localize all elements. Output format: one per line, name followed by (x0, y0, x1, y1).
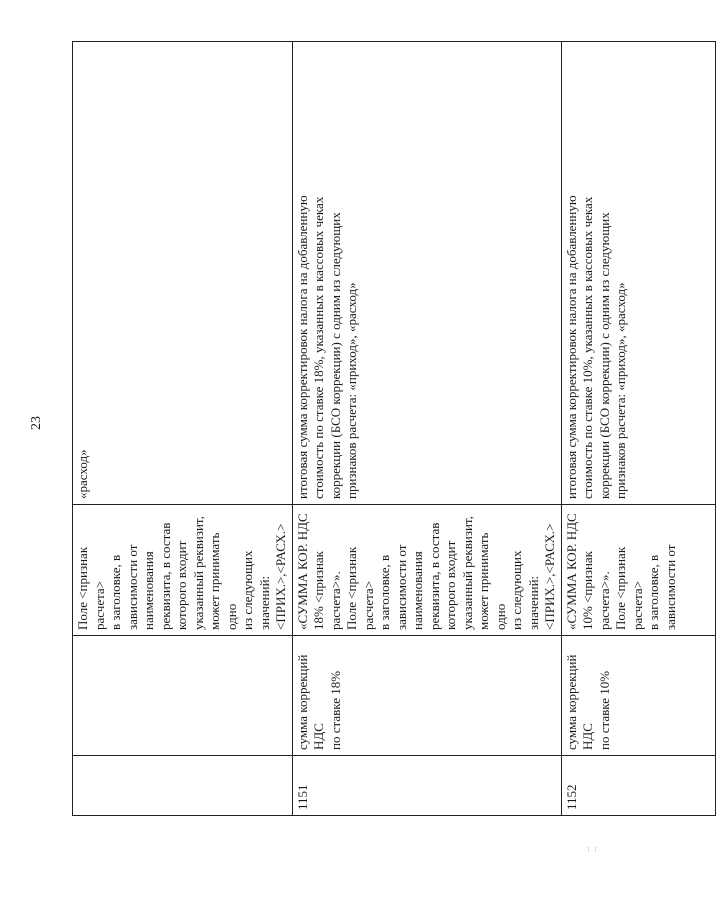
cell-tag: «СУММА КОР. НДС 10% <признак расчета>». Поле <признак расчета> в заголовке, в зависимости от (561, 505, 715, 636)
cell-description: итоговая сумма корректировок налога на добавленную стоимость по ставке 18%, указанных в кассовых чеках коррекции (БСО коррекции) с одним из следующих признаков расчета: «приход», «расход» (292, 42, 561, 505)
cell-name (73, 636, 293, 756)
table-row (561, 42, 715, 816)
table-row (292, 42, 561, 816)
cell-name: сумма коррекций НДС по ставке 18% (292, 636, 561, 756)
cell-description: итоговая сумма корректировок налога на добавленную стоимость по ставке 10%, указанных в кассовых чеках коррекции (БСО коррекции) с одним из следующих признаков расчета: «приход», «расход» (561, 42, 715, 505)
cell-number (73, 756, 293, 816)
cell-description: «расход» (73, 42, 293, 505)
cell-number: 1151 (292, 756, 561, 816)
cell-name: сумма коррекций НДС по ставке 10% (561, 636, 715, 756)
cell-tag: Поле <признак расчета> в заголовке, в зависимости от наименования реквизита, в состав которого входит указанный реквизит, может принимать одно из следующих значений: <ПРИХ.>,<РАСХ.> (73, 505, 293, 636)
cell-tag: «СУММА КОР. НДС 18% <признак расчета>». Поле <признак расчета> в заголовке, в зависимости от наименования реквизита, в состав которого входит указанный реквизит, может принимать одно из следующих значений: <ПРИХ.>,<РАСХ.> (292, 505, 561, 636)
requisites-table (72, 41, 716, 816)
page-number: 23 (29, 416, 44, 430)
rotated-page-content (72, 42, 678, 816)
cell-number: 1152 (561, 756, 715, 816)
footnote-text: ... ... (585, 846, 598, 852)
table-row (73, 42, 293, 816)
